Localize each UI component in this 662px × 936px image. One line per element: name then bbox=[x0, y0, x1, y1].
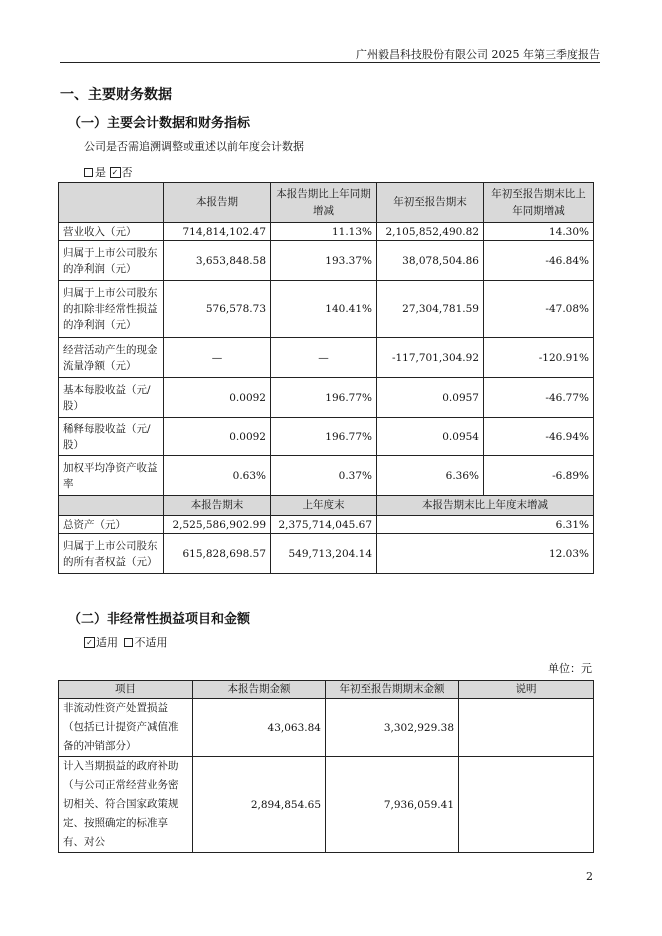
cell-value: — bbox=[271, 338, 377, 378]
header-prior-year-end: 上年度末 bbox=[271, 496, 377, 516]
cell-value: — bbox=[164, 338, 271, 378]
option-not-applicable-label: 不适用 bbox=[134, 636, 168, 649]
table-row bbox=[59, 223, 594, 241]
row-label: 计入当期损益的政府补助（与公司正常经营业务密切相关、符合国家政策规定、按照确定的标准享有、对公 bbox=[59, 757, 193, 853]
option-no-label: 否 bbox=[121, 166, 133, 179]
row-label: 稀释每股收益（元/股） bbox=[59, 418, 164, 456]
cell-value: 38,078,504.86 bbox=[377, 241, 484, 281]
header-ytd-change: 年初至报告期末比上年同期增减 bbox=[484, 183, 594, 223]
table-row bbox=[59, 534, 594, 574]
row-label: 非流动性资产处置损益（包括已计提资产减值准备的冲销部分） bbox=[59, 699, 193, 757]
cell-value: 0.37% bbox=[271, 456, 377, 496]
applicability-options bbox=[84, 634, 168, 650]
row-label: 经营活动产生的现金流量净额（元） bbox=[59, 338, 164, 378]
cell-value: 615,828,698.57 bbox=[164, 534, 271, 574]
report-header: 广州毅昌科技股份有限公司 2025 年第三季度报告 bbox=[356, 48, 600, 61]
nonrecurring-items-table bbox=[58, 680, 594, 853]
table-row bbox=[59, 516, 594, 534]
subsection-title-accounting-data: （一）主要会计数据和财务指标 bbox=[68, 116, 251, 131]
cell-value: 2,105,852,490.82 bbox=[377, 223, 484, 241]
restatement-options bbox=[84, 164, 133, 180]
table-row bbox=[59, 456, 594, 496]
cell-value: 7,936,059.41 bbox=[326, 757, 459, 853]
page-number: 2 bbox=[586, 870, 593, 883]
cell-note bbox=[459, 757, 594, 853]
cell-value: -117,701,304.92 bbox=[377, 338, 484, 378]
option-applicable-label: 适用 bbox=[96, 636, 118, 649]
subsection-title-nonrecurring: （二）非经常性损益项目和金额 bbox=[68, 612, 251, 627]
cell-value: 0.0957 bbox=[377, 378, 484, 418]
cell-value: 196.77% bbox=[271, 378, 377, 418]
cell-value: -47.08% bbox=[484, 281, 594, 338]
header-note: 说明 bbox=[459, 681, 594, 699]
cell-value: 6.36% bbox=[377, 456, 484, 496]
header-item: 项目 bbox=[59, 681, 193, 699]
cell-value: 0.0092 bbox=[164, 418, 271, 456]
row-label: 基本每股收益（元/股） bbox=[59, 378, 164, 418]
checkbox-applicable-checked[interactable]: ✓ bbox=[84, 637, 95, 648]
cell-value: 43,063.84 bbox=[193, 699, 326, 757]
cell-value: -46.77% bbox=[484, 378, 594, 418]
section-title-financial-data: 一、主要财务数据 bbox=[60, 87, 172, 103]
row-label: 营业收入（元） bbox=[59, 223, 164, 241]
header-divider bbox=[60, 62, 600, 63]
table-row bbox=[59, 241, 594, 281]
cell-value: 140.41% bbox=[271, 281, 377, 338]
row-label: 总资产（元） bbox=[59, 516, 164, 534]
table-row bbox=[59, 699, 594, 757]
cell-value: 193.37% bbox=[271, 241, 377, 281]
header-current-period-change: 本报告期比上年同期增减 bbox=[271, 183, 377, 223]
unit-label: 单位：元 bbox=[548, 662, 592, 675]
table-row bbox=[59, 281, 594, 338]
cell-value: -46.84% bbox=[484, 241, 594, 281]
checkbox-no-checked[interactable]: ✓ bbox=[110, 167, 121, 178]
row-label: 归属于上市公司股东的扣除非经常性损益的净利润（元） bbox=[59, 281, 164, 338]
cell-value: 11.13% bbox=[271, 223, 377, 241]
cell-value: 2,525,586,902.99 bbox=[164, 516, 271, 534]
cell-value: 14.30% bbox=[484, 223, 594, 241]
financial-indicators-table bbox=[58, 182, 594, 574]
header-ytd-amount: 年初至报告期期末金额 bbox=[326, 681, 459, 699]
cell-value: 0.0954 bbox=[377, 418, 484, 456]
table-row bbox=[59, 378, 594, 418]
header-period-end: 本报告期末 bbox=[164, 496, 271, 516]
header-cell-empty bbox=[59, 496, 164, 516]
cell-value: 27,304,781.59 bbox=[377, 281, 484, 338]
option-yes-label: 是 bbox=[95, 166, 106, 179]
table-row bbox=[59, 418, 594, 456]
header-period-end-change: 本报告期末比上年度末增减 bbox=[377, 496, 594, 516]
header-current-amount: 本报告期金额 bbox=[193, 681, 326, 699]
cell-value: -6.89% bbox=[484, 456, 594, 496]
cell-note bbox=[459, 699, 594, 757]
cell-value: 0.63% bbox=[164, 456, 271, 496]
table-row bbox=[59, 757, 594, 853]
restatement-question: 公司是否需追溯调整或重述以前年度会计数据 bbox=[84, 140, 304, 153]
cell-value: -120.91% bbox=[484, 338, 594, 378]
cell-value: 576,578.73 bbox=[164, 281, 271, 338]
row-label: 加权平均净资产收益率 bbox=[59, 456, 164, 496]
cell-value: 3,653,848.58 bbox=[164, 241, 271, 281]
row-label: 归属于上市公司股东的所有者权益（元） bbox=[59, 534, 164, 574]
cell-value: 6.31% bbox=[377, 516, 594, 534]
cell-value: 2,375,714,045.67 bbox=[271, 516, 377, 534]
cell-value: 549,713,204.14 bbox=[271, 534, 377, 574]
cell-value: 12.03% bbox=[377, 534, 594, 574]
cell-value: 714,814,102.47 bbox=[164, 223, 271, 241]
cell-value: 2,894,854.65 bbox=[193, 757, 326, 853]
checkbox-not-applicable[interactable] bbox=[124, 638, 133, 647]
header-cell-empty bbox=[59, 183, 164, 223]
cell-value: 3,302,929.38 bbox=[326, 699, 459, 757]
checkbox-yes[interactable] bbox=[84, 168, 93, 177]
cell-value: -46.94% bbox=[484, 418, 594, 456]
cell-value: 196.77% bbox=[271, 418, 377, 456]
row-label: 归属于上市公司股东的净利润（元） bbox=[59, 241, 164, 281]
table-row bbox=[59, 338, 594, 378]
header-current-period: 本报告期 bbox=[164, 183, 271, 223]
cell-value: 0.0092 bbox=[164, 378, 271, 418]
header-ytd: 年初至报告期末 bbox=[377, 183, 484, 223]
